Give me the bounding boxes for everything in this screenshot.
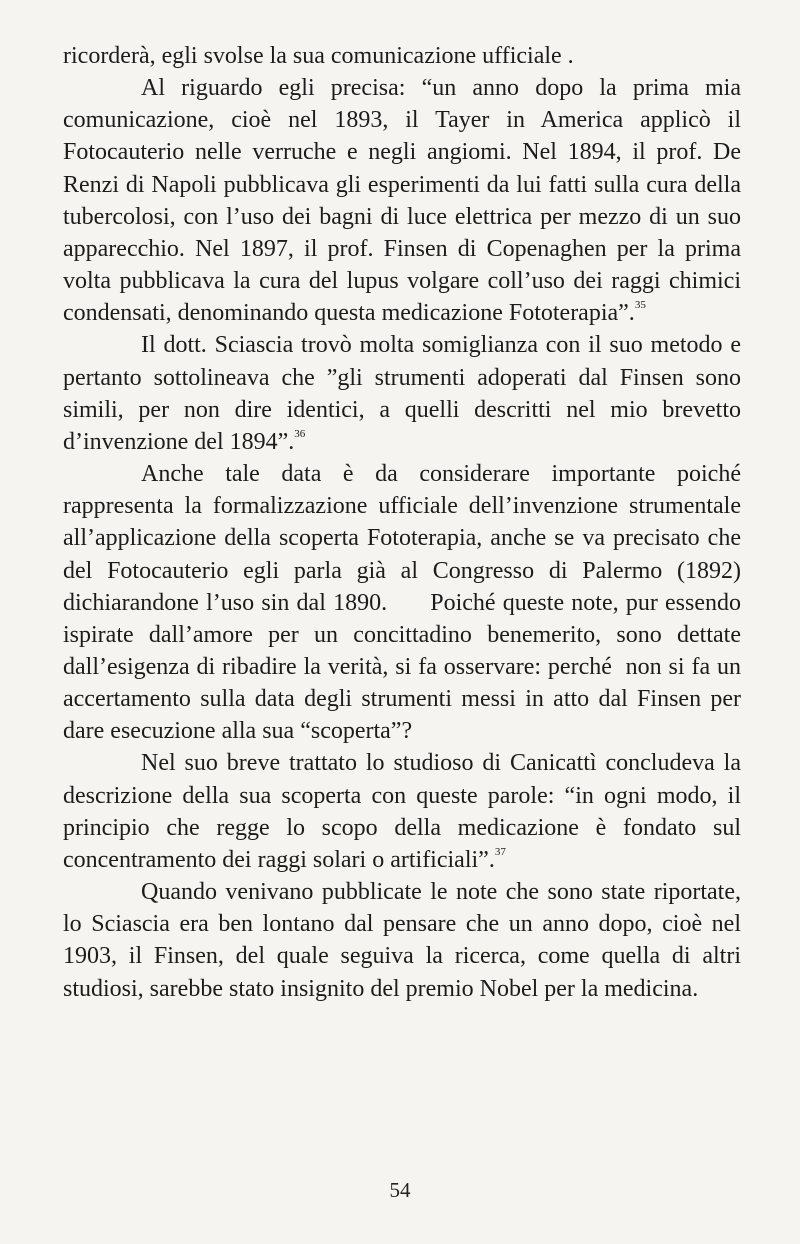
paragraph-6: Quando venivano pubblicate le note che sono state riportate, lo Sciascia era ben lontano dal pensare che un anno dopo, cioè nel 1903, il Finsen, del quale seguiva la ricerca, come quella di altri studiosi, sarebbe stato insignito del premio Nobel per la medicina. <box>63 879 741 1002</box>
paragraph-5: Nel suo breve trattato lo studioso di Canicattì concludeva la descrizione della sua scoperta con queste parole: “in ogni modo, il principio che regge lo scopo della medicazione è fondato sul concentramento dei raggi solari o artificiali”.$^{37}$ <box>63 750 741 873</box>
footnote-ref-35: 35 <box>634 299 646 312</box>
paragraph-2: Al riguardo egli precisa: “un anno dopo la prima mia comunicazione, cioè nel 1893, il Tayer in America applicò il Fotocauterio nelle verruche e negli angiomi. Nel 1894, il prof. De Renzi di Napoli pubblicava gli esperimenti da lui fatti sulla cura della tubercolosi, con l’uso dei bagni di luce elettrica per mezzo di un suo apparecchio. Nel 1897, il prof. Finsen di Copenaghen per la prima volta pubblicava la cura del lupus volgare coll’uso dei raggi chimici condensati, denominando questa medicazione Fototerapia”.$^{35}$ <box>63 75 741 327</box>
footnote-ref-36: 36 <box>294 427 306 440</box>
footnote-ref-37: 37 <box>494 845 506 858</box>
body-text <box>63 40 747 1005</box>
paragraph-4: Anche tale data è da considerare importante poiché rappresenta la formalizzazione ufficiale dell’invenzione strumentale all’applicazione della scoperta Fototerapia, anche se va precisato che del Fotocauterio egli parla già al Congresso di Palermo (1892) dichiarandone l’uso sin dal 1890. Poiché queste note, pur essendo ispirate dall’amore per un concittadino benemerito, sono dettate dall’esigenza di ribadire la verità, si fa osservare: perché non si fa un accertamento sulla data degli strumenti messi in atto dal Finsen per dare esecuzione alla sua “scoperta”? <box>63 461 747 745</box>
paragraph-3: Il dott. Sciascia trovò molta somiglianza con il suo metodo e pertanto sottolineava che ”gli strumenti adoperati dal Finsen sono simili, per non dire identici, a quelli descritti nel mio brevetto d’invenzione del 1894”.$^{36}$ <box>63 332 741 455</box>
paragraph-1: ricorderà, egli svolse la sua comunicazione ufficiale . <box>63 43 574 69</box>
page-number: 54 <box>389 1178 411 1202</box>
